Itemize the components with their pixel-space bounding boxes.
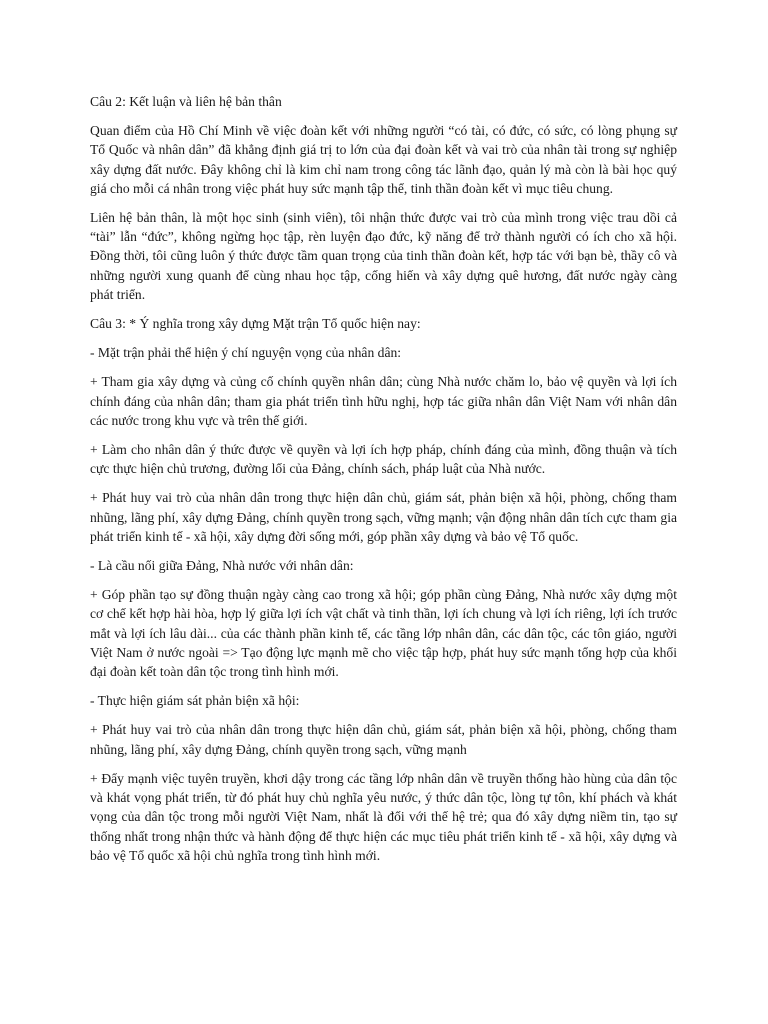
bullet-build-government: + Tham gia xây dựng và củng cố chính quyền nhân dân; cùng Nhà nước chăm lo, bảo vệ quyền và lợi ích chính đáng của nhân dân; tham gia phát triển tình hữu nghị, hợp tác giữa nhân dân Việt Nam với nhân dân các nước trong khu vực và trên thế giới. bbox=[90, 374, 677, 428]
section-supervision: - Thực hiện giám sát phản biện xã hội: bbox=[90, 693, 300, 709]
bullet-promote-democracy: + Phát huy vai trò của nhân dân trong thực hiện dân chủ, giám sát, phản biện xã hội, phòng, chống tham nhũng, lãng phí, xây dựng Đảng, chính quyền trong sạch, vững mạnh; vận động nhân dân tích cực tham gia phát triển kinh tế - xã hội, xây dựng đời sống mới, góp phần xây dựng và bảo vệ Tổ quốc. bbox=[90, 490, 677, 544]
heading-cau-2: Câu 2: Kết luận và liên hệ bản thân bbox=[90, 94, 282, 109]
document-page bbox=[90, 92, 677, 875]
paragraph-ho-chi-minh-view: Quan điểm của Hồ Chí Minh về việc đoàn kết với những người “có tài, có đức, có sức, có lòng phụng sự Tổ Quốc và nhân dân” đã khẳng định giá trị to lớn của đại đoàn kết và vai trò của nhân tài trong sự nghiệp xây dựng đất nước. Đây không chỉ là kim chỉ nam trong công tác lãnh đạo, quản lý mà còn là bài học quý giá cho mỗi cá nhân trong việc phát huy sức mạnh tập thể, tinh thần đoàn kết vì mục tiêu chung. bbox=[90, 123, 677, 196]
bullet-awareness-of-rights: + Làm cho nhân dân ý thức được về quyền và lợi ích hợp pháp, chính đáng của mình, đồng thuận và tích cực thực hiện chủ trương, đường lối của Đảng, chính sách, pháp luật của Nhà nước. bbox=[90, 442, 677, 477]
bullet-people-role: + Phát huy vai trò của nhân dân trong thực hiện dân chủ, giám sát, phản biện xã hội, phòng, chống tham nhũng, lãng phí, xây dựng Đảng, chính quyền trong sạch, vững mạnh bbox=[90, 722, 677, 757]
heading-cau-3: Câu 3: * Ý nghĩa trong xây dựng Mặt trận Tổ quốc hiện nay: bbox=[90, 316, 421, 332]
section-bridge: - Là cầu nối giữa Đảng, Nhà nước với nhân dân: bbox=[90, 558, 354, 574]
section-will-of-people: - Mặt trận phải thể hiện ý chí nguyện vọng của nhân dân: bbox=[90, 345, 402, 361]
paragraph-self-reflection: Liên hệ bản thân, là một học sinh (sinh viên), tôi nhận thức được vai trò của mình trong việc trau dồi cả “tài” lẫn “đức”, không ngừng học tập, rèn luyện đạo đức, kỹ năng để trở thành người có ích cho xã hội. Đồng thời, tôi cũng luôn ý thức được tầm quan trọng của tinh thần đoàn kết, hợp tác với bạn bè, thầy cô và những người xung quanh để cùng nhau học tập, cống hiến và xây dựng quê hương, đất nước ngày càng phát triển. bbox=[90, 210, 677, 302]
bullet-consensus: + Góp phần tạo sự đồng thuận ngày càng cao trong xã hội; góp phần cùng Đảng, Nhà nước xây dựng một cơ chế kết hợp hài hòa, hợp lý giữa lợi ích vật chất và tinh thần, lợi ích chung và lợi ích riêng, lợi ích trước mắt và lợi ích lâu dài... của các thành phần kinh tế, các tầng lớp nhân dân, các dân tộc, các tôn giáo, người Việt Nam ở nước ngoài => Tạo động lực mạnh mẽ cho việc tập hợp, phát huy sức mạnh tổng hợp của khối đại đoàn kết toàn dân tộc trong tình hình mới. bbox=[90, 587, 677, 680]
bullet-propaganda: + Đẩy mạnh việc tuyên truyền, khơi dậy trong các tầng lớp nhân dân về truyền thống hào hùng của dân tộc và khát vọng phát triển, từ đó phát huy chủ nghĩa yêu nước, ý thức dân tộc, lòng tự tôn, khí phách và khát vọng của dân tộc trong mỗi người Việt Nam, nhất là đối với thế hệ trẻ; qua đó xây dựng niềm tin, tạo sự thống nhất trong nhận thức và hành động để thực hiện các mục tiêu phát triển kinh tế - xã hội, xây dựng và bảo vệ Tổ quốc xã hội chủ nghĩa trong tình hình mới. bbox=[90, 770, 677, 863]
